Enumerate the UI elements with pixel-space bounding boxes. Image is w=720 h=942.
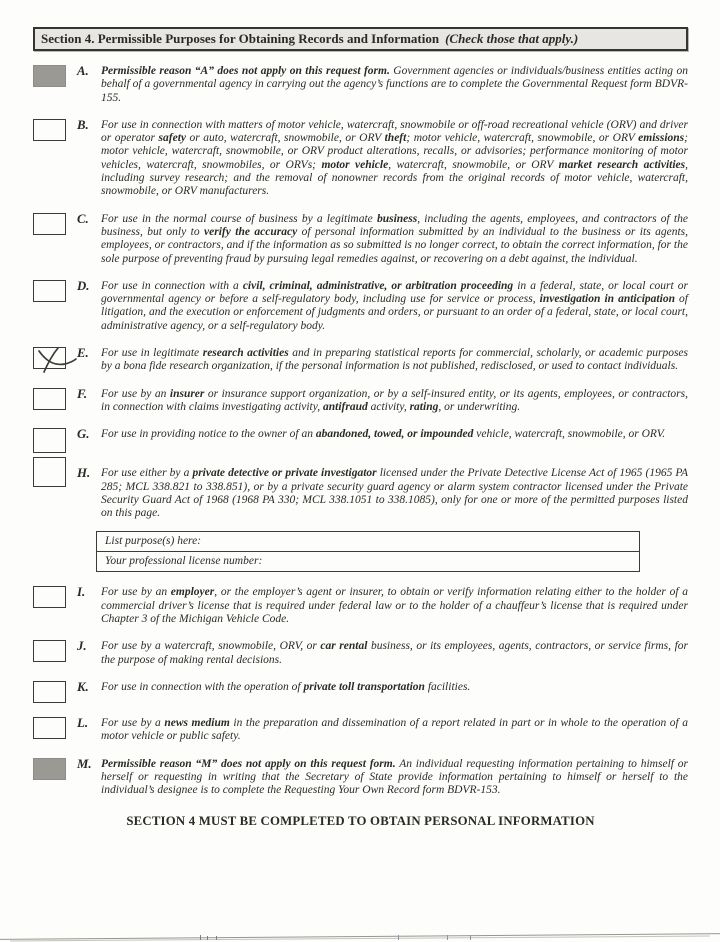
item-row-B [33,118,688,199]
item-text: For use in providing notice to the owner of an abandoned, towed, or impounded vehicle, watercraft, snowmobile, or ORV. [101,428,666,441]
item-text: For use in connection with a civil, criminal, administrative, or arbitration proceeding in a federal, state, or local court or governmental agency or before a self-regulatory body, including use for service or process, investigation in anticipation of litigation, and the execution or enforcement of judgments and orders, or pursuant to an order of a federal, state, or local court, administrative agency, or a self-regulatory body. [101,279,688,332]
item-letter: K. [77,679,89,694]
checkbox-K[interactable] [33,681,66,703]
section-header-title: Section 4. Permissible Purposes for Obtaining Records and Information [41,31,440,46]
item-letter: E. [77,346,89,361]
checkbox-cell [33,118,77,141]
item-text: For use in the normal course of business by a legitimate business, including the agents, employees, and contractors of the business, but only to verify the accuracy of personal information submitted by an individual to the business or its agents, employees, or contractors, and if the information as so submitted is no longer correct, to obtain the correct information, for the sole purpose of preventing fraud by pursuing legal remedies against, or recovering on a debt against, the individual. [101,212,689,265]
item-letter: M. [77,756,92,771]
checkbox-cell [33,639,77,662]
checkbox-E[interactable] [33,347,66,369]
checkbox-cell [33,279,77,302]
scan-artifact-tick [447,935,448,940]
item-row-I [33,585,688,626]
handwritten-x-mark [35,345,79,377]
scan-artifact-tick [398,935,399,940]
item-text: For use by an employer, or the employer’s agent or insurer, to obtain or verify information relating either to the holder of a commercial driver’s license that is required under federal law or to the holder of a chauffeur’s license that is required under Chapter 3 of the Michigan Vehicle Code. [101,586,689,626]
list-purposes-field[interactable]: List purpose(s) here: [97,532,639,552]
item-text: For use by a news medium in the preparation and dissemination of a report related in part or in whole to the operation of a motor vehicle or public safety. [101,716,689,743]
checkbox-H[interactable] [33,457,66,487]
checkbox-cell [33,346,77,369]
item-row-C [33,212,688,266]
item-row-G [33,427,688,453]
item-row-J [33,639,688,667]
item-row-D [33,279,688,333]
item-text: For use by a watercraft, snowmobile, ORV, or car rental business, or its employees, agents, contractors, or service firms, for the purpose of making rental decisions. [101,640,688,666]
checkbox-C[interactable] [33,213,66,235]
checkbox-cell [33,757,77,780]
item-row-M [33,757,688,798]
item-row-E [33,346,688,374]
item-letter: B. [77,117,89,132]
checkbox-I[interactable] [33,586,66,608]
item-letter: C. [77,211,89,226]
item-text: Permissible reason “A” does not apply on this request form. Government agencies or individuals/business entities acting on behalf of a governmental agency in carrying out the agency’s functions are to complete the Governmental Request form BDVR-155. [101,65,689,104]
item-letter: D. [77,278,90,293]
checkbox-cell [33,387,77,410]
item-text: Permissible reason “M” does not apply on this request form. An individual requesting information pertaining to himself or herself or requesting in writing that the Secretary of State provide information pertaining to himself or herself to the individual’s designee is to complete the Requesting Your Own Record form BDVR-153. [101,757,688,797]
items-list-i-m [33,585,688,797]
section-header [33,27,688,51]
checkbox-F[interactable] [33,388,66,410]
license-box [96,531,640,572]
item-text: For use in legitimate research activities and in preparing statistical reports for commercial, scholarly, or academic purposes by a bona fide research organization, if the personal information is not published, redisclosed, or used to contact individuals. [101,347,689,373]
item-text: For use by an insurer or insurance support organization, or by a self-insured entity, or its agents, employees, or contractors, in connection with claims investigating activity, antifraud activity, rating, or underwriting. [101,387,688,413]
checkbox-B[interactable] [33,119,66,141]
checkbox-G[interactable] [33,428,66,453]
checkbox-cell [33,64,77,87]
item-letter: H. [77,466,91,481]
scan-artifact-tick [216,936,217,940]
checkbox-L[interactable] [33,717,66,739]
scan-artifact-tick [470,935,471,940]
item-letter: J. [77,639,87,654]
checkbox-J[interactable] [33,640,66,662]
checkbox-A[interactable] [33,65,66,87]
section4-required-note: SECTION 4 MUST BE COMPLETED TO OBTAIN PERSONAL INFORMATION [126,814,595,829]
checkbox-cell [33,585,77,608]
item-row-H [33,466,688,520]
section-header-note: (Check those that apply.) [445,31,579,46]
item-letter: G. [77,427,90,442]
items-list-a-h [33,64,688,520]
item-row-L [33,716,688,744]
item-row-A [33,64,688,105]
item-text: For use either by a private detective or private investigator licensed under the Private Detective License Act of 1965 (1965 PA 285; MCL 338.821 to 338.851), or by a private security guard agency or alarm system contractor licensed under the Private Security Guard Act of 1968 (1968 PA 330; MCL 338.1051 to 338.1085), only for one or more of the permitted purposes listed on this page. [101,467,688,520]
item-letter: A. [77,64,89,78]
checkbox-cell [33,212,77,235]
checkbox-cell [33,427,77,453]
item-letter: L. [77,715,89,730]
item-row-K [33,680,688,703]
item-row-F [33,387,688,415]
scan-artifact-tick [200,935,201,940]
item-text: For use in connection with matters of motor vehicle, watercraft, snowmobile or off-road recreational vehicle (ORV) and driver or operator safety or auto, watercraft, snowmobile, or ORV theft; motor vehicle, watercraft, snowmobile, or ORV emissions; motor vehicle, watercraft, snowmobile, or ORV product alterations, recalls, or advisories; performance monitoring of motor vehicles, watercraft, snowmobiles, or ORVs; motor vehicle, watercraft, snowmobile, or ORV market research activities, including survey research; and the removal of nonowner records from the original records of motor vehicle, watercraft, snowmobile, or ORV manufacturers. [101,118,688,198]
checkbox-cell [33,716,77,739]
item-letter: I. [77,585,86,600]
checkbox-M[interactable] [33,758,66,780]
item-letter: F. [77,386,88,401]
checkbox-cell [33,466,77,487]
checkbox-cell [33,680,77,703]
professional-license-number-field[interactable]: Your professional license number: [105,555,263,568]
scan-artifact-tick [207,936,208,940]
checkbox-D[interactable] [33,280,66,302]
item-text: For use in connection with the operation of private toll transportation facilities. [101,680,471,693]
